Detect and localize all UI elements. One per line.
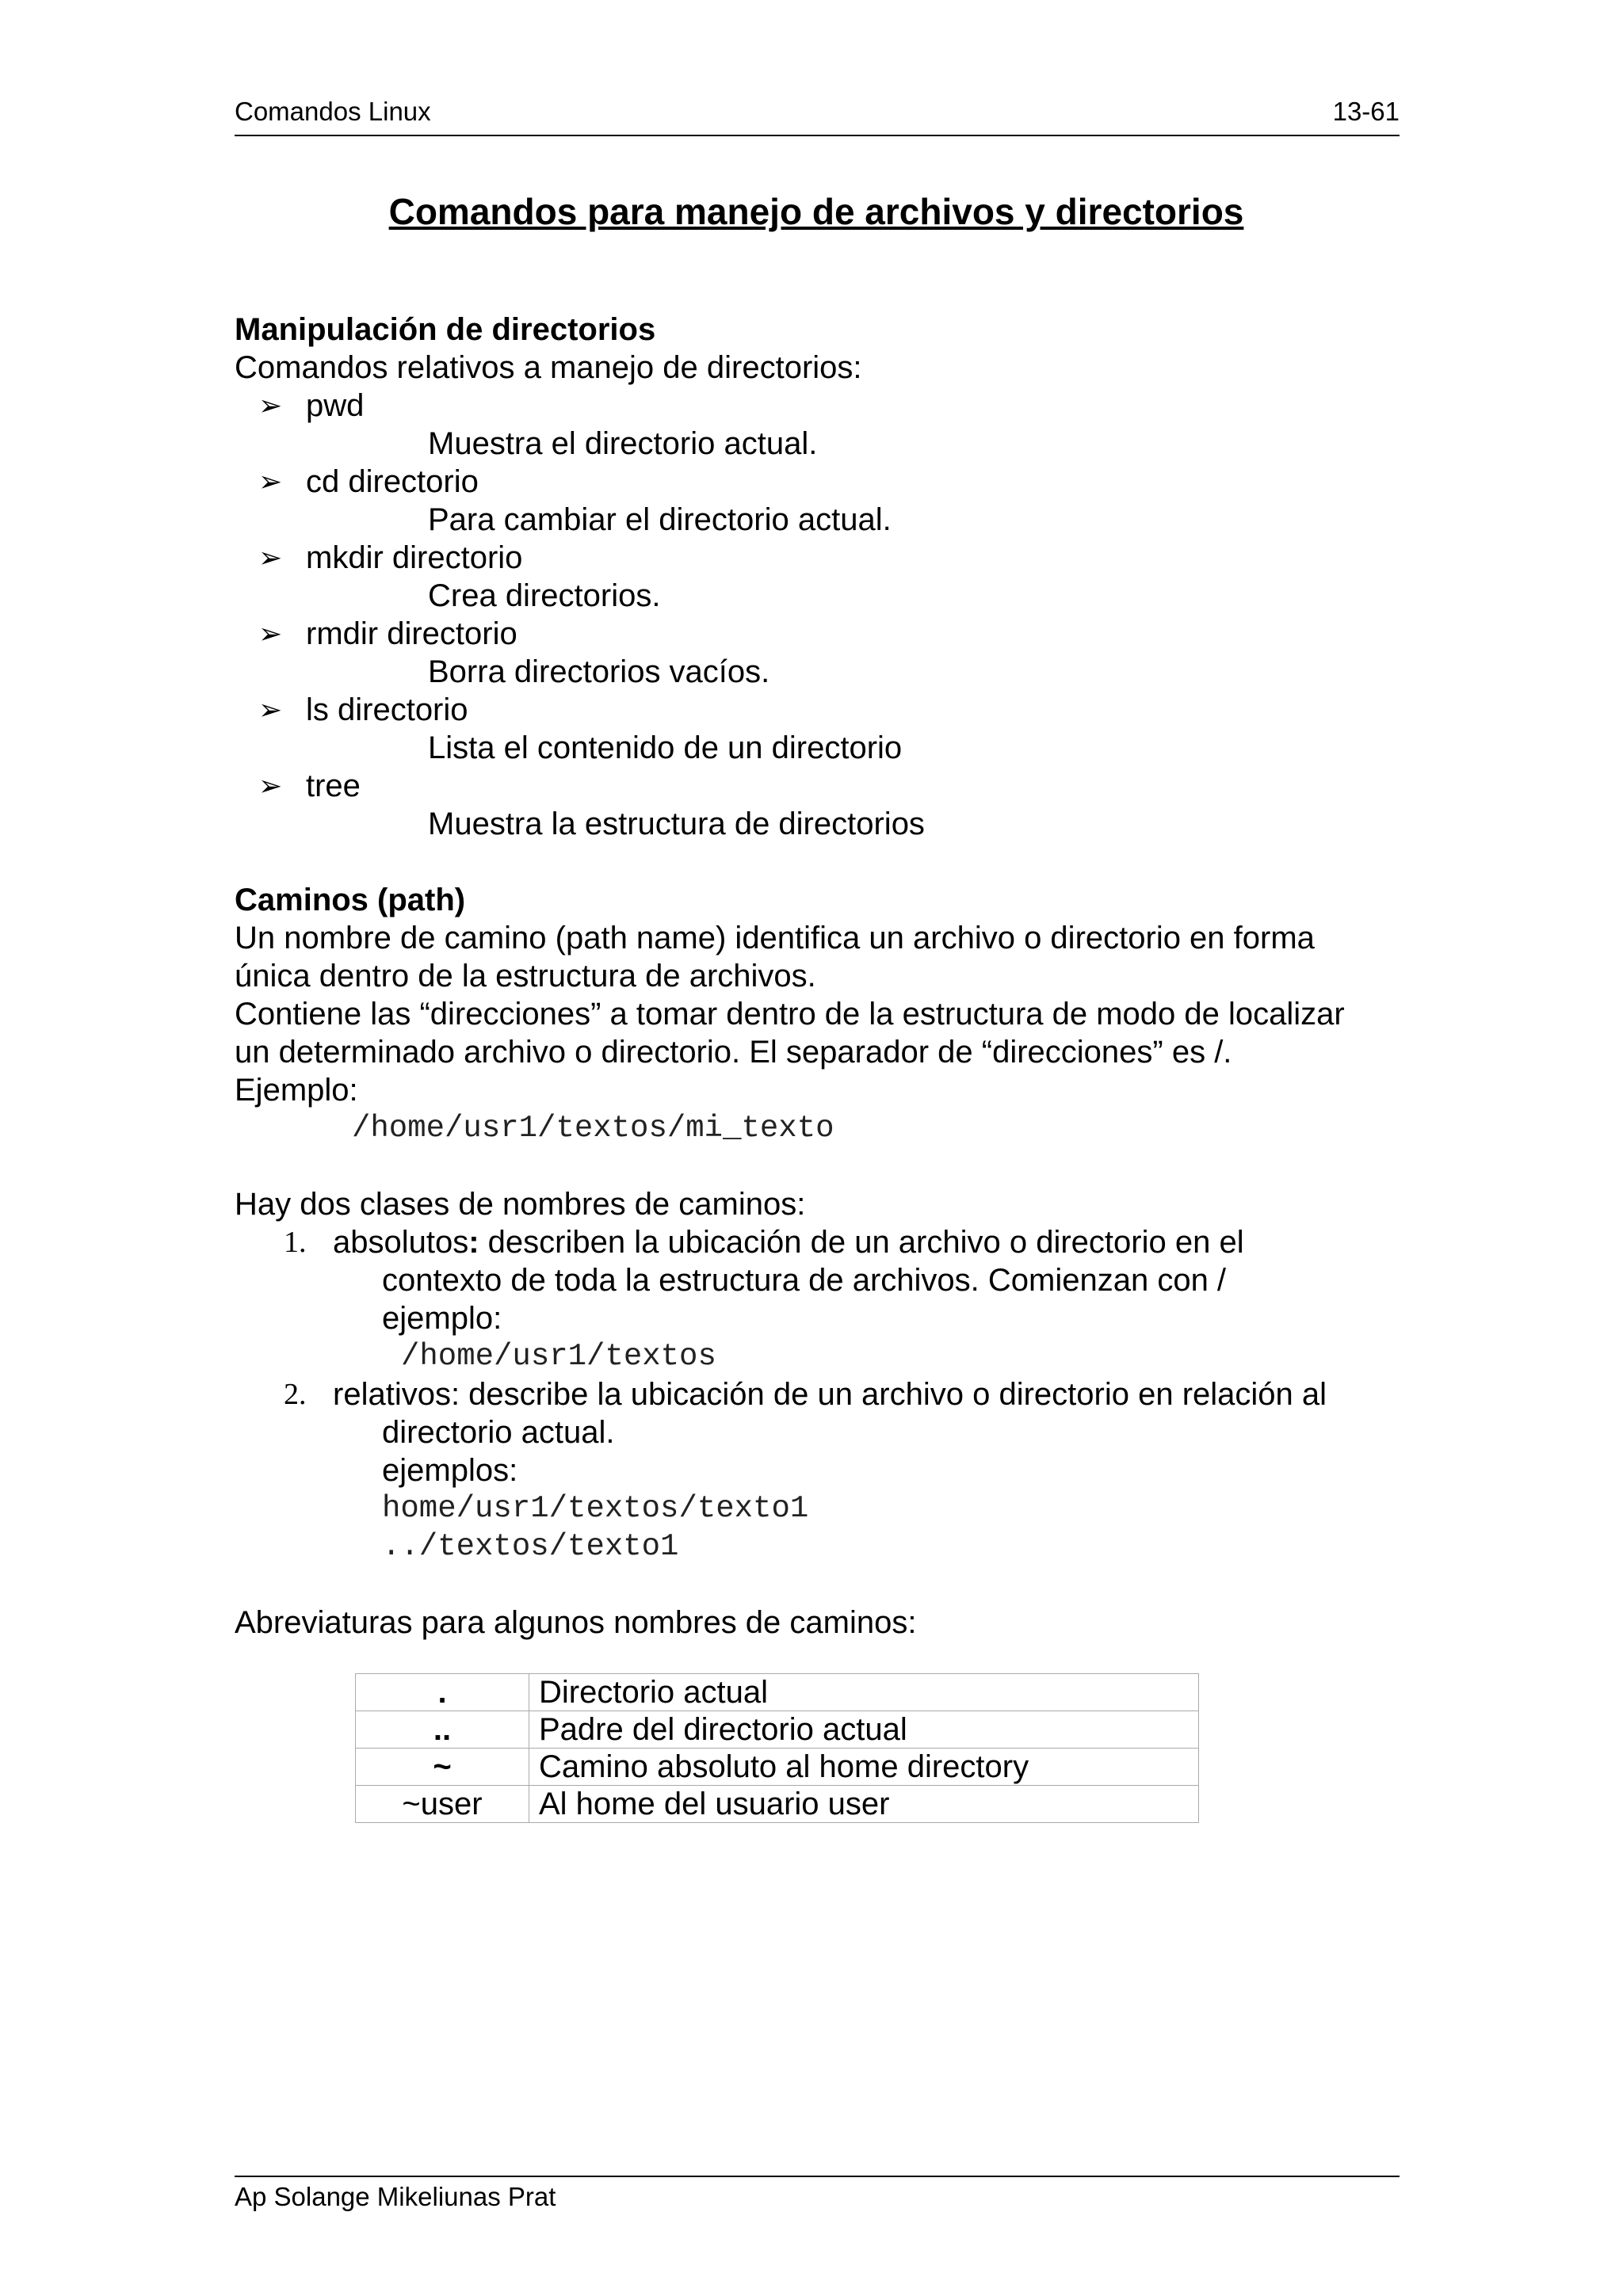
command-name: rmdir directorio: [306, 616, 517, 651]
abbrev-intro: Abreviaturas para algunos nombres de caminos:: [235, 1605, 917, 1640]
abbrev-symbol: .: [356, 1674, 529, 1711]
abbrev-description: Camino absoluto al home directory: [529, 1749, 1199, 1786]
item-text: ejemplos:: [382, 1453, 518, 1488]
item-text: relativos: describe la ubicación de un archivo o directorio en relación al: [333, 1377, 1327, 1412]
example-path: /home/usr1/textos/mi_texto: [352, 1111, 834, 1146]
section-intro: Comandos relativos a manejo de directorios:: [235, 350, 862, 385]
example-path: ../textos/texto1: [382, 1529, 679, 1564]
example-path: /home/usr1/textos: [401, 1339, 716, 1374]
item-text: describen la ubicación de un archivo o directorio en el: [479, 1225, 1244, 1260]
item-number: 2.: [284, 1378, 307, 1411]
command-item: [235, 767, 1407, 805]
item-number: 1.: [284, 1226, 307, 1259]
paragraph-line: única dentro de la estructura de archivos.: [235, 959, 816, 994]
arrow-bullet-icon: ➢: [258, 541, 283, 574]
numbered-item-absolutos: [235, 1223, 1407, 1261]
arrow-bullet-icon: ➢: [258, 389, 283, 421]
command-item: [235, 615, 1407, 653]
command-description: Crea directorios.: [428, 578, 661, 613]
abbrev-description: Al home del usuario user: [529, 1786, 1199, 1823]
command-name: cd directorio: [306, 464, 479, 499]
command-name: ls directorio: [306, 692, 468, 727]
command-description: Lista el contenido de un directorio: [428, 730, 903, 765]
paragraph-line: Un nombre de camino (path name) identifica un archivo o directorio en forma: [235, 921, 1315, 955]
command-item: [235, 539, 1407, 577]
command-description: Para cambiar el directorio actual.: [428, 502, 892, 537]
command-item: [235, 387, 1407, 425]
arrow-bullet-icon: ➢: [258, 617, 283, 650]
table-row: [356, 1786, 1199, 1823]
page-header: [235, 95, 1400, 136]
abbrev-description: Padre del directorio actual: [529, 1711, 1199, 1749]
abbrev-symbol: ..: [356, 1711, 529, 1749]
command-list: [235, 387, 1407, 843]
item-text: ejemplo:: [382, 1301, 502, 1336]
command-item: [235, 691, 1407, 729]
abbrev-symbol: ~: [356, 1749, 529, 1786]
table-row: [356, 1711, 1199, 1749]
abbreviations-table: [355, 1673, 1199, 1823]
abbrev-description: Directorio actual: [529, 1674, 1199, 1711]
command-description: Muestra la estructura de directorios: [428, 807, 925, 841]
example-label: Ejemplo:: [235, 1073, 358, 1108]
table-row: [356, 1674, 1199, 1711]
command-description: Borra directorios vacíos.: [428, 654, 770, 689]
page-title: Comandos para manejo de archivos y directorios: [388, 191, 1244, 232]
command-description: Muestra el directorio actual.: [428, 426, 818, 461]
section-heading-directorios: Manipulación de directorios: [235, 312, 656, 347]
numbered-item-relativos: [235, 1375, 1407, 1413]
item-text: directorio actual.: [382, 1415, 615, 1450]
section-heading-caminos: Caminos (path): [235, 883, 466, 917]
document-body: [235, 311, 1407, 1642]
command-name: pwd: [306, 388, 365, 423]
table-row: [356, 1749, 1199, 1786]
example-path: home/usr1/textos/texto1: [382, 1491, 809, 1526]
page-number: 13-61: [1332, 97, 1400, 126]
header-title: Comandos Linux: [235, 97, 431, 126]
paragraph-line: Contiene las “direcciones” a tomar dentro de la estructura de modo de localizar: [235, 997, 1345, 1032]
command-item: [235, 463, 1407, 501]
arrow-bullet-icon: ➢: [258, 769, 283, 802]
paragraph-line: un determinado archivo o directorio. El separador de “direcciones” es /.: [235, 1035, 1232, 1070]
command-name: mkdir directorio: [306, 540, 523, 575]
item-colon: :: [468, 1225, 479, 1260]
arrow-bullet-icon: ➢: [258, 693, 283, 726]
classes-intro: Hay dos clases de nombres de caminos:: [235, 1187, 806, 1222]
item-term: absolutos: [333, 1225, 469, 1260]
command-name: tree: [306, 769, 361, 803]
item-text: contexto de toda la estructura de archivos. Comienzan con /: [382, 1263, 1227, 1298]
arrow-bullet-icon: ➢: [258, 465, 283, 498]
abbrev-symbol: ~user: [356, 1786, 529, 1823]
page-footer: Ap Solange Mikeliunas Prat: [235, 2176, 1400, 2212]
